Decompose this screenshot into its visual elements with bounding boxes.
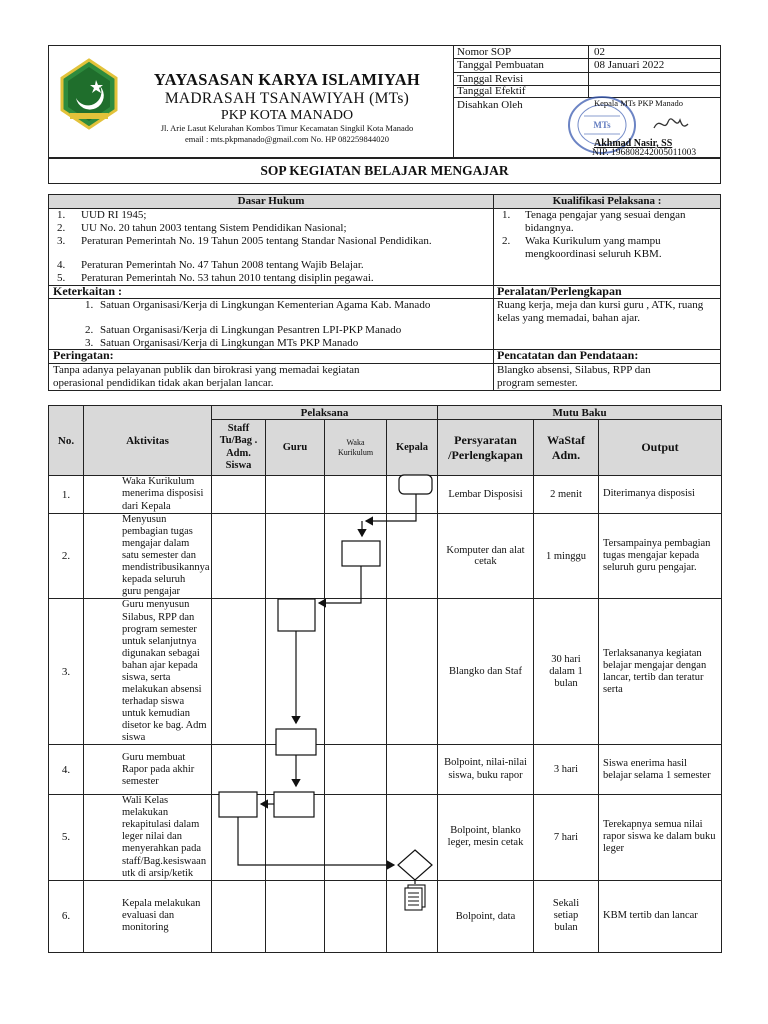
kualifikasi-heading: Kualifikasi Pelaksana :	[552, 195, 662, 207]
keterkaitan-num: 2.	[85, 324, 94, 336]
row-persyaratan: Bolpoint, nilai-nilai siswa, buku rapor	[438, 745, 534, 795]
flow-process-guru-5	[274, 792, 314, 817]
dasar-hukum-num: 1.	[57, 209, 66, 221]
peringatan-heading: Peringatan:	[53, 348, 114, 362]
flow-process-staff-5	[219, 792, 257, 817]
kualifikasi-item: Waka Kurikulum yang mampu mengkoordinasi seluruh KBM.	[525, 235, 662, 260]
row-aktivitas: Guru menyusun Silabus, RPP dan program semester untuk selanjutnya digunakan sebagai bahan ajar kepada siswa, serta melakukan absensi terhadap siswa untuk kemudian disetor ke bag. Adm siswa	[84, 599, 212, 745]
row-aktivitas: Kepala melakukan evaluasi dan monitoring	[84, 880, 212, 952]
svg-text:MTs: MTs	[593, 120, 611, 130]
dasar-hukum-item: Peraturan Pemerintah No. 53 tahun 2010 tentang disiplin pegawai.	[81, 272, 374, 284]
peringatan-text: Tanpa adanya pelayanan publik dan birokrasi yang memadai kegiatan operasional pendidikan tidak akan berjalan lancar.	[53, 364, 360, 389]
row-persyaratan: Blangko dan Staf	[438, 599, 534, 745]
pencatatan-text: Blangko absensi, Silabus, RPP dan program semester.	[497, 364, 651, 389]
meta-value-nomor: 02	[594, 46, 605, 58]
keterkaitan-num: 3.	[85, 337, 94, 349]
row-no: 3.	[49, 599, 84, 745]
col-aktivitas-header: Aktivitas	[84, 406, 212, 476]
col-staff-header: Staff Tu/Bag . Adm. Siswa	[212, 420, 266, 476]
school-address: Jl. Arie Lasut Kelurahan Kombos Timur Kecamatan Singkil Kota Manado	[160, 123, 414, 133]
dasar-hukum-item: UU No. 20 tahun 2003 tentang Sistem Pendidikan Nasional;	[81, 222, 347, 234]
school-contact: email : mts.pkpmanado@gmail.com No. HP 082259844020	[185, 134, 389, 144]
flow-start-kepala	[399, 475, 432, 494]
dasar-hukum-item: Peraturan Pemerintah No. 47 Tahun 2008 tentang Wajib Belajar.	[81, 259, 364, 271]
meta-label-nomor: Nomor SOP	[457, 46, 512, 58]
row-output: Diterimanya disposisi	[599, 476, 722, 514]
row-output: Siswa enerima hasil belajar selama 1 semester	[599, 745, 722, 795]
peralatan-text: Ruang kerja, meja dan kursi guru , ATK, ruang kelas yang memadai, bahan ajar.	[497, 299, 704, 324]
kualifikasi-item: Tenaga pengajar yang sesuai dengan bidangnya.	[525, 209, 686, 234]
meta-label-efektif: Tanggal Efektif	[457, 85, 526, 97]
row-aktivitas: Guru membuat Rapor pada akhir semester	[84, 745, 212, 795]
row-no: 4.	[49, 745, 84, 795]
flow-process-guru-3	[278, 599, 315, 631]
col-persyaratan-header: Persyaratan /Perlengkapan	[438, 420, 534, 476]
row-persyaratan: Komputer dan alat cetak	[438, 514, 534, 599]
col-waka-header: Waka Kurikulum	[325, 420, 387, 476]
row-waktu: 2 menit	[534, 476, 599, 514]
keterkaitan-num: 1.	[85, 299, 94, 311]
row-output: KBM tertib dan lancar	[599, 880, 722, 952]
col-kepala-header: Kepala	[387, 420, 438, 476]
keterkaitan-item: Satuan Organisasi/Kerja di Lingkungan Kementerian Agama Kab. Manado	[100, 299, 431, 311]
school-name: MADRASAH TSANAWIYAH (MTs)	[164, 90, 410, 107]
meta-label-revisi: Tanggal Revisi	[457, 73, 524, 85]
row-no: 2.	[49, 514, 84, 599]
dasar-hukum-item: Peraturan Pemerintah No. 19 Tahun 2005 tentang Standar Nasional Pendidikan.	[81, 235, 432, 247]
row-waktu: 7 hari	[534, 795, 599, 880]
approver-name: Akhmad Nasir, SS	[594, 138, 673, 149]
approver-title: Kepala MTs PKP Manado	[594, 98, 684, 108]
mutu-baku-group-header: Mutu Baku	[438, 406, 722, 420]
row-aktivitas: Wali Kelas melakukan rekapitulasi dalam leger nilai dan menyerahkan pada staff/Bag.kesiswaan utk di arsip/ketik	[84, 795, 212, 880]
row-waktu: Sekali setiap bulan	[534, 880, 599, 952]
col-waktu-header: WaStaf Adm.	[534, 420, 599, 476]
meta-value-pembuatan: 08 Januari 2022	[594, 59, 665, 71]
flow-decision-kepala	[398, 850, 432, 880]
col-no-header: No.	[49, 406, 84, 476]
pelaksana-group-header: Pelaksana	[212, 406, 438, 420]
meta-label-pembuatan: Tanggal Pembuatan	[457, 59, 544, 71]
dasar-hukum-num: 3.	[57, 235, 66, 247]
keterkaitan-heading: Keterkaitan :	[53, 284, 122, 298]
kualifikasi-num: 2.	[502, 235, 511, 247]
dasar-hukum-item: UUD RI 1945;	[81, 209, 147, 221]
row-output: Terlaksananya kegiatan belajar mengajar dengan lancar, tertib dan teratur serta	[599, 599, 722, 745]
row-aktivitas: Menyusun pembagian tugas mengajar dalam satu semester dan mendistribusikannya kepada seluruh guru pengajar	[84, 514, 212, 599]
kualifikasi-num: 1.	[502, 209, 511, 221]
peralatan-heading: Peralatan/Perlengkapan	[497, 284, 622, 298]
dasar-hukum-heading: Dasar Hukum	[237, 195, 305, 207]
row-waktu: 1 minggu	[534, 514, 599, 599]
row-waktu: 30 hari dalam 1 bulan	[534, 599, 599, 745]
col-guru-header: Guru	[266, 420, 325, 476]
row-persyaratan: Lembar Disposisi	[438, 476, 534, 514]
approved-by-label: Disahkan Oleh	[457, 99, 523, 111]
document-title: SOP KEGIATAN BELAJAR MENGAJAR	[260, 163, 509, 178]
row-waktu: 3 hari	[534, 745, 599, 795]
row-output: Tersampainya pembagian tugas mengajar kepada seluruh guru pengajar.	[599, 514, 722, 599]
row-persyaratan: Bolpoint, blanko leger, mesin cetak	[438, 795, 534, 880]
keterkaitan-item: Satuan Organisasi/Kerja di Lingkungan Pesantren LPI-PKP Manado	[100, 324, 402, 336]
dasar-hukum-num: 5.	[57, 272, 66, 284]
row-persyaratan: Bolpoint, data	[438, 880, 534, 952]
row-no: 5.	[49, 795, 84, 880]
row-no: 1.	[49, 476, 84, 514]
flow-process-guru-4	[276, 729, 316, 755]
col-output-header: Output	[599, 420, 722, 476]
approver-nip: NIP. 196808242005011003	[592, 148, 697, 158]
row-aktivitas: Waka Kurikulum menerima disposisi dari Kepala	[84, 476, 212, 514]
city-name: PKP KOTA MANADO	[220, 108, 354, 123]
row-no: 6.	[49, 880, 84, 952]
org-name: YAYASASAN KARYA ISLAMIYAH	[153, 70, 421, 89]
pencatatan-heading: Pencatatan dan Pendataan:	[497, 348, 639, 362]
keterkaitan-item: Satuan Organisasi/Kerja di Lingkungan MTs PKP Manado	[100, 337, 359, 349]
flow-process-waka	[342, 541, 380, 566]
dasar-hukum-num: 4.	[57, 259, 66, 271]
flow-document-icon	[405, 885, 425, 910]
row-output: Terekapnya semua nilai rapor siswa ke dalam buku leger	[599, 795, 722, 880]
dasar-hukum-num: 2.	[57, 222, 66, 234]
